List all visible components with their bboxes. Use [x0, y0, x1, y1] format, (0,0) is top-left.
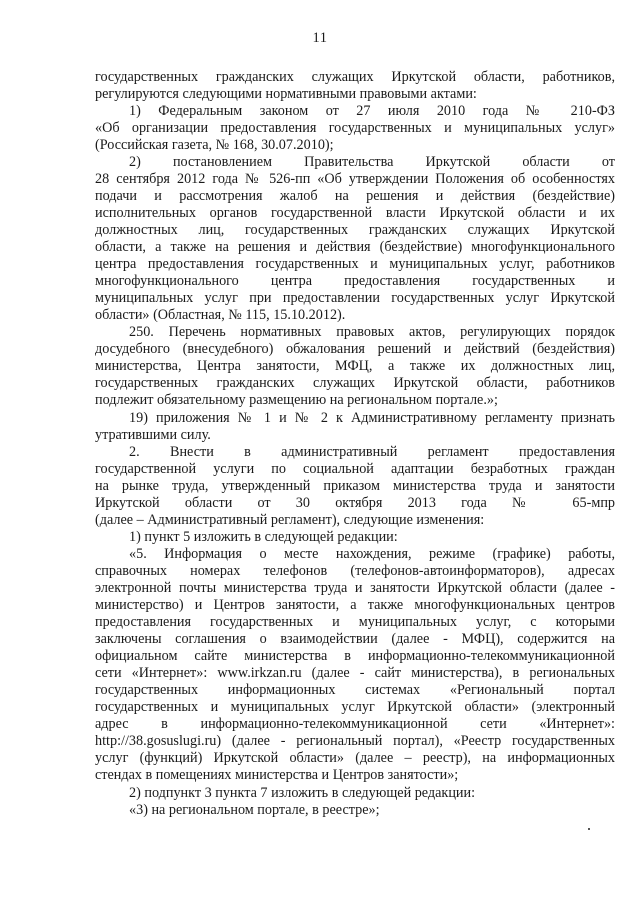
- text-line: сети «Интернет»: www.irkzan.ru (далее - сайт министерства), в региональных: [95, 665, 615, 681]
- text-line: заключены соглашения о взаимодействии (далее - МФЦ), содержится на: [95, 631, 615, 647]
- text-line: электронной почты министерства труда и занятости Иркутской области (далее -: [95, 580, 615, 596]
- text-line: «3) на региональном портале, в реестре»;: [129, 802, 380, 818]
- text-line: утратившими силу.: [95, 427, 211, 443]
- text-line: справочных номерах телефонов (телефонов-автоинформаторов), адресах: [95, 563, 615, 579]
- text-line: государственных информационных системах «Региональный портал: [95, 682, 615, 698]
- text-line: (далее – Административный регламент), следующие изменения:: [95, 512, 485, 528]
- text-line: должностных лиц, государственных гражданских служащих Иркутской: [95, 222, 615, 238]
- text-line: 1) пункт 5 изложить в следующей редакции:: [129, 529, 398, 545]
- text-line: 2. Внести в административный регламент предоставления: [129, 444, 615, 460]
- text-line: государственной услуги по социальной адаптации безработных граждан: [95, 461, 615, 477]
- text-line: досудебного (внесудебного) обжалования решений и действий (бездействия): [95, 341, 615, 357]
- text-line: «5. Информация о месте нахождения, режиме (графике) работы,: [129, 546, 615, 562]
- text-line: подлежит обязательному размещению на региональном портале.»;: [95, 392, 498, 408]
- text-line: официальном сайте министерства в информационно-телекоммуникационной: [95, 648, 615, 664]
- text-line: регулируются следующими нормативными правовыми актами:: [95, 86, 477, 102]
- text-line: государственных гражданских служащих Иркутской области, работников: [95, 375, 615, 391]
- text-line: 19) приложения № 1 и № 2 к Административному регламенту признать: [129, 410, 615, 426]
- text-line: государственных и муниципальных услуг Иркутской области» (электронный: [95, 699, 615, 715]
- text-line: 28 сентября 2012 года № 526-пп «Об утверждении Положения об особенностях: [95, 171, 615, 187]
- text-line: 2) подпункт 3 пункта 7 изложить в следующей редакции:: [129, 785, 476, 801]
- text-line: муниципальных услуг при предоставлении государственных услуг Иркутской: [95, 290, 615, 306]
- text-line: (Российская газета, № 168, 30.07.2010);: [95, 137, 334, 153]
- text-line: министерства, Центра занятости, МФЦ, а также их должностных лиц,: [95, 358, 615, 374]
- text-line: услуг (функций) Иркутской области» (далее – реестр), на информационных: [95, 750, 615, 766]
- text-line: на рынке труда, утвержденный приказом министерства труда и занятости: [95, 478, 615, 494]
- text-line: исполнительных органов государственной власти Иркутской области и их: [95, 205, 615, 221]
- text-line: министерство) и Центров занятости, а также многофункциональных центров: [95, 597, 615, 613]
- text-line: центра предоставления государственных и муниципальных услуг, работников: [95, 256, 615, 272]
- text-line: стендах в помещениях министерства и Центров занятости»;: [95, 767, 459, 783]
- text-line: подачи и рассмотрения жалоб на решения и действия (бездействие): [95, 188, 615, 204]
- text-line: «Об организации предоставления государственных и муниципальных услуг»: [95, 120, 615, 136]
- text-line: Иркутской области от 30 октября 2013 года № 65-мпр: [95, 495, 615, 511]
- scan-speck: [588, 828, 590, 830]
- text-line: предоставления государственных и муниципальных услуг, с которыми: [95, 614, 615, 630]
- text-line: 250. Перечень нормативных правовых актов, регулирующих порядок: [129, 324, 615, 340]
- text-line: http://38.gosuslugi.ru) (далее - региональный портал), «Реестр государственных: [95, 733, 615, 749]
- text-line: государственных гражданских служащих Иркутской области, работников,: [95, 69, 615, 85]
- text-line: адрес в информационно-телекоммуникационной сети «Интернет»:: [95, 716, 615, 732]
- text-line: области» (Областная, № 115, 15.10.2012).: [95, 307, 346, 323]
- text-line: 2) постановлением Правительства Иркутской области от: [129, 154, 615, 170]
- text-line: 1) Федеральным законом от 27 июля 2010 года № 210-ФЗ: [129, 103, 615, 119]
- text-line: многофункционального центра предоставления государственных и: [95, 273, 615, 289]
- page-number: 11: [312, 30, 328, 46]
- text-line: области, а также на решения и действия (бездействие) многофункционального: [95, 239, 615, 255]
